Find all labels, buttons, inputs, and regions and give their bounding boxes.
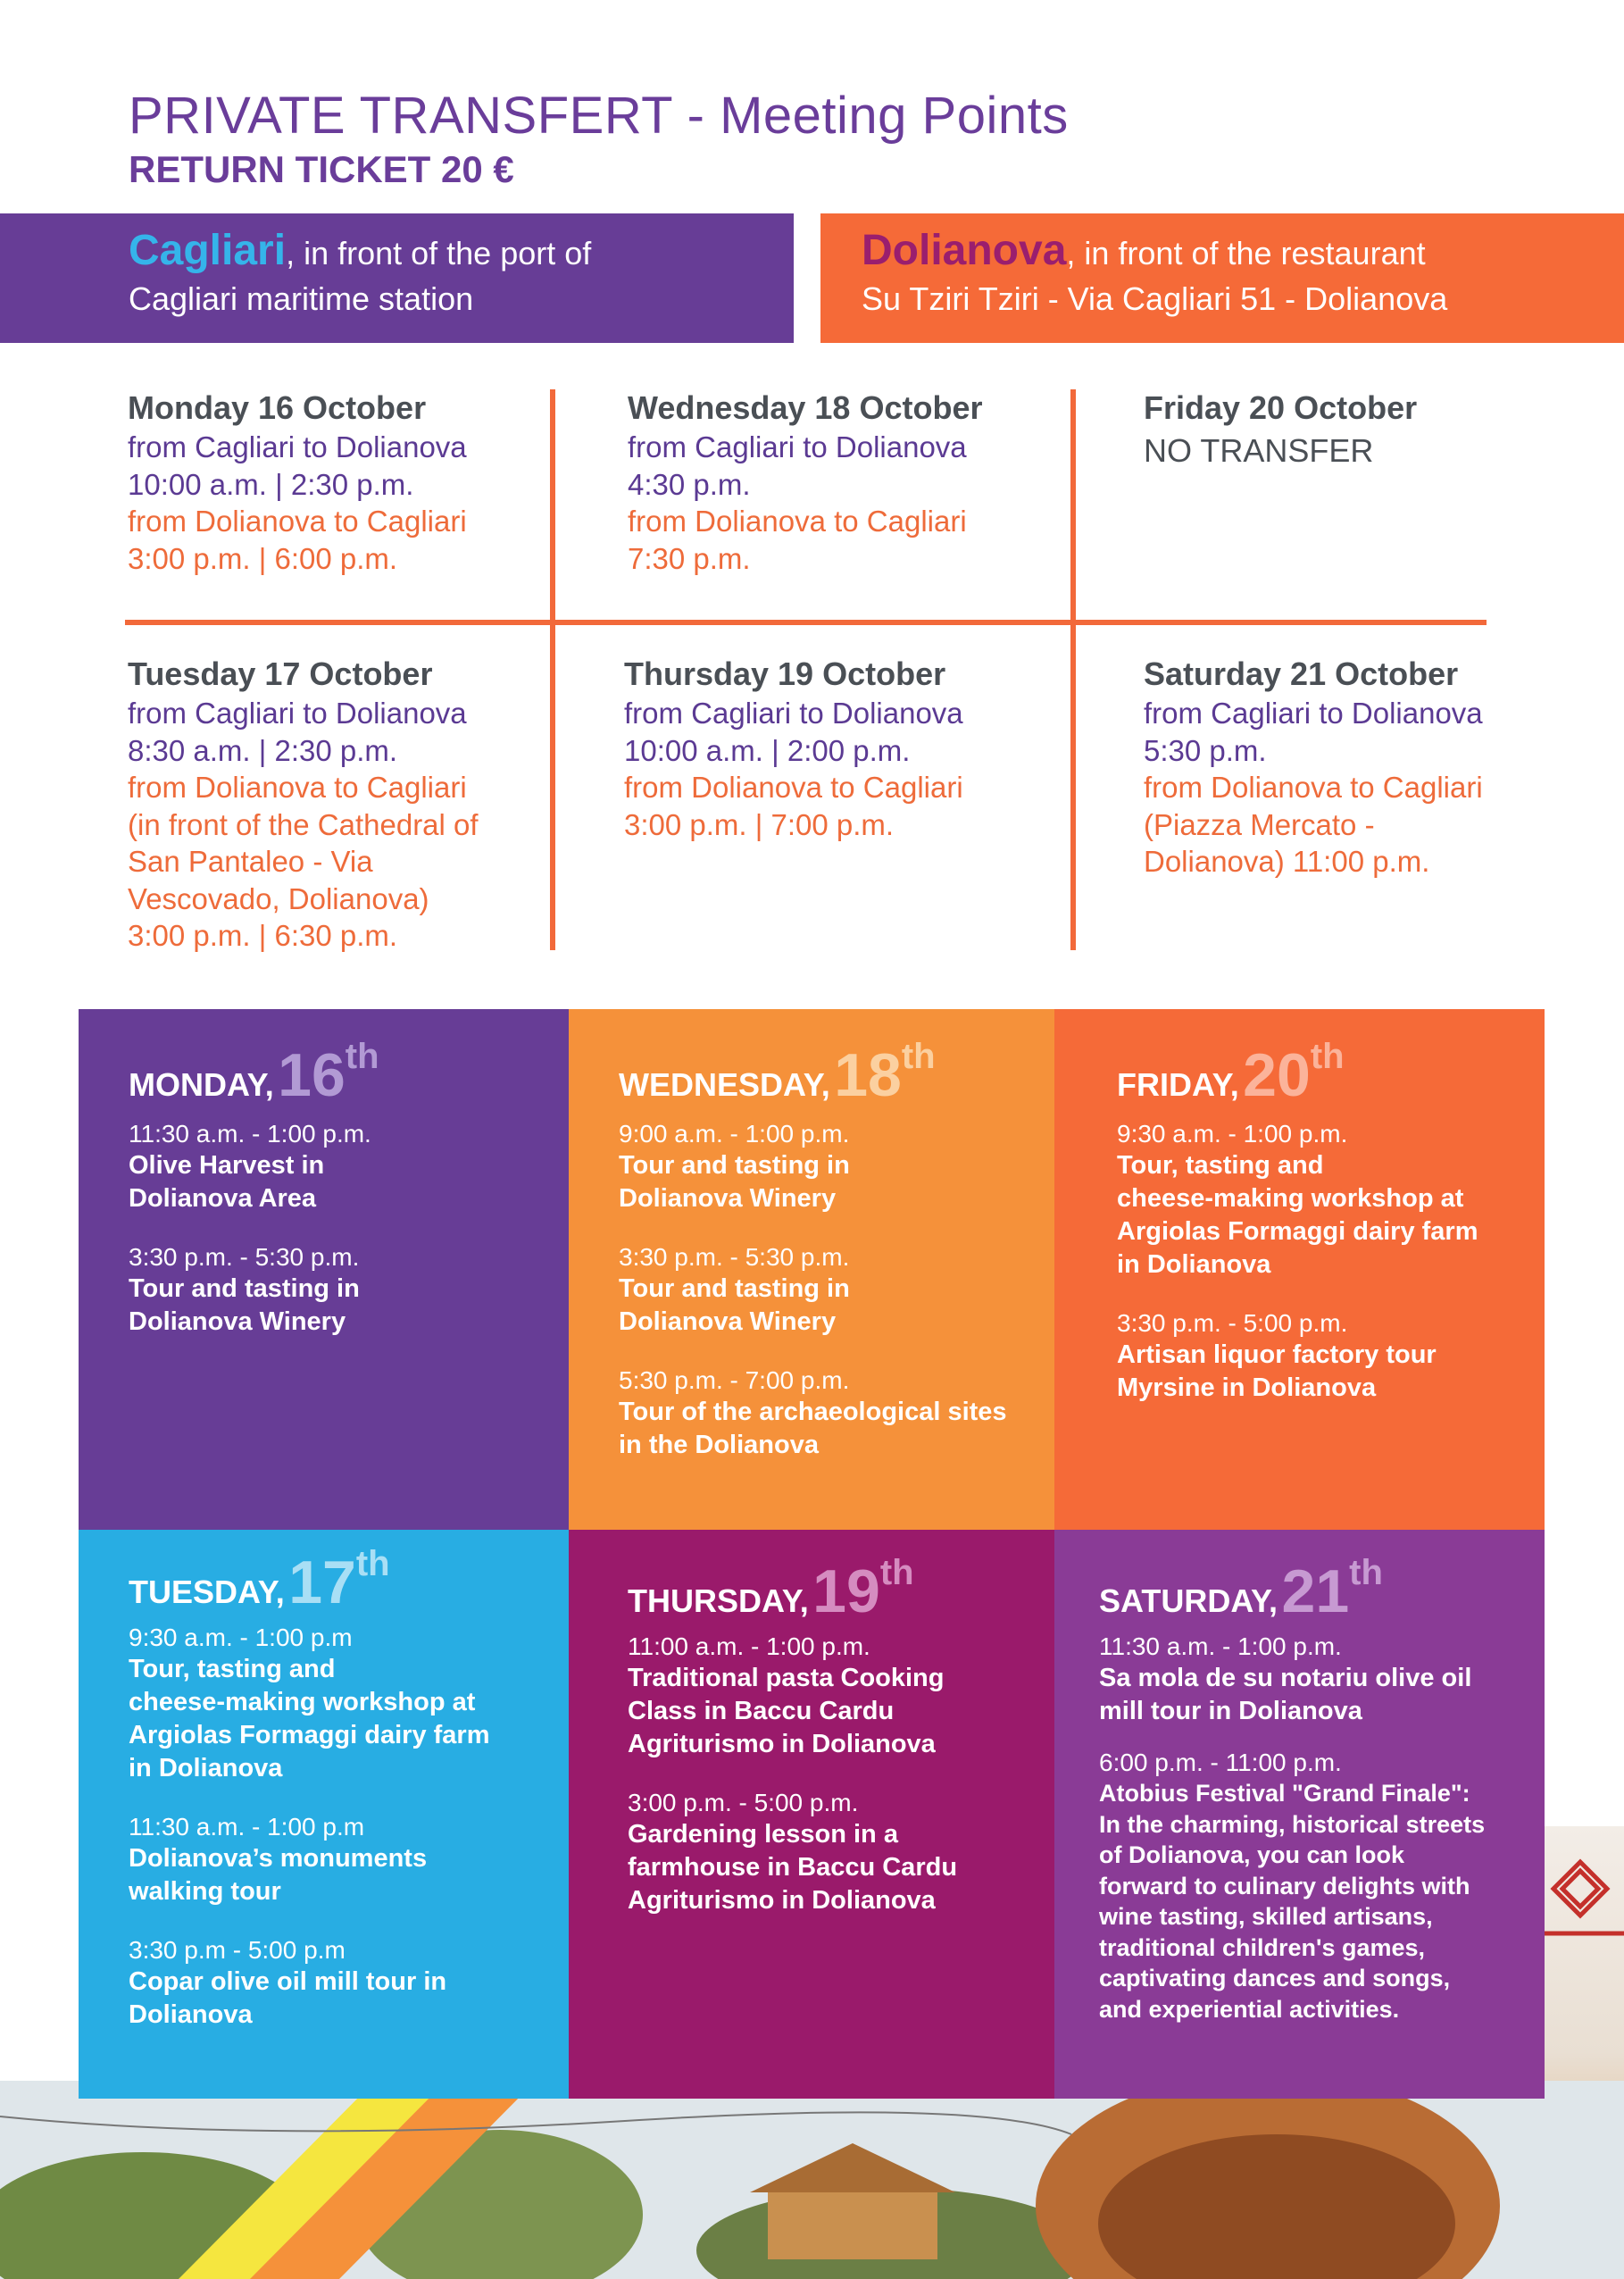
activity-title: Dolianova Winery	[129, 1307, 346, 1336]
activity-title: Sa mola de su notariu olive oil	[1099, 1664, 1472, 1692]
activity-title: Myrsine in Dolianova	[1117, 1373, 1377, 1402]
activity-title: Dolianova Winery	[619, 1184, 837, 1213]
route-times: 7:30 p.m.	[628, 541, 751, 575]
activity-title: Dolianova	[129, 2000, 253, 2029]
program-day-heading	[129, 1037, 569, 1110]
festival-photo	[0, 2081, 1624, 2279]
route-times: 4:30 p.m.	[628, 467, 751, 501]
transfer-wednesday	[628, 388, 1092, 577]
route-times: 3:00 p.m. | 6:30 p.m.	[128, 919, 398, 952]
activity-title: Dolianova’s monuments	[129, 1844, 428, 1873]
program-daynum: 21	[1281, 1557, 1350, 1625]
activity-time: 5:30 p.m. - 7:00 p.m.	[619, 1366, 850, 1394]
no-transfer-note: NO TRANSFER	[1144, 432, 1374, 469]
activity-title: Artisan liquor factory tour	[1117, 1340, 1437, 1369]
program-day-heading	[628, 1553, 1054, 1626]
transfer-day: Friday 20 October	[1144, 389, 1418, 426]
program-daysup: th	[355, 1544, 390, 1583]
activity-description: and experiential activities.	[1099, 1995, 1400, 2023]
meeting-point-cagliari	[0, 213, 794, 343]
program-friday	[1054, 1009, 1545, 1530]
activity-time: 11:30 a.m. - 1:00 p.m	[129, 1813, 365, 1841]
transfer-day: Wednesday 18 October	[628, 389, 983, 426]
activity-description: wine tasting, skilled artisans,	[1099, 1903, 1433, 1930]
activity-time: 3:30 p.m - 5:00 p.m	[129, 1936, 346, 1964]
route-times: 5:30 p.m.	[1144, 733, 1267, 767]
program-dayname: WEDNESDAY,	[619, 1066, 830, 1103]
program-wednesday	[569, 1009, 1054, 1530]
activity-title: Tour, tasting and	[129, 1655, 336, 1683]
route-to-dolianova: from Cagliari to Dolianova	[624, 697, 963, 730]
program-day-heading	[619, 1037, 1054, 1110]
transfer-day: Saturday 21 October	[1144, 655, 1459, 692]
route-to-dolianova: from Cagliari to Dolianova	[128, 430, 467, 463]
route-note: Dolianova) 11:00 p.m.	[1144, 845, 1430, 878]
program-daynum: 16	[278, 1041, 346, 1109]
activity-title: Argiolas Formaggi dairy farm	[129, 1721, 490, 1749]
program-thursday	[569, 1530, 1054, 2099]
meeting-point-location: , in front of the restaurant	[1066, 235, 1426, 271]
activity-time: 11:30 a.m. - 1:00 p.m.	[1099, 1632, 1342, 1660]
activity-title: farmhouse in Baccu Cardu	[628, 1853, 958, 1882]
page-subtitle: RETURN TICKET 20 €	[129, 148, 514, 190]
meeting-point-city: Dolianova	[862, 227, 1067, 274]
activity-time: 3:00 p.m. - 5:00 p.m.	[628, 1789, 859, 1816]
program-dayname: FRIDAY,	[1117, 1066, 1239, 1103]
activity-time: 9:00 a.m. - 1:00 p.m.	[619, 1120, 850, 1148]
activity-time: 3:30 p.m. - 5:30 p.m.	[619, 1243, 850, 1271]
activity-title: Tour and tasting in	[619, 1274, 850, 1303]
activity-time: 6:00 p.m. - 11:00 p.m.	[1099, 1749, 1342, 1776]
transfer-saturday	[1144, 654, 1608, 881]
transfer-day: Thursday 19 October	[624, 655, 946, 692]
activity-title: Atobius Festival "Grand Finale":	[1099, 1780, 1470, 1807]
program-day-heading	[129, 1544, 569, 1617]
meeting-point-location: , in front of the port of	[286, 235, 592, 271]
activity-title: cheese-making workshop at	[1117, 1184, 1464, 1213]
activity-time: 11:00 a.m. - 1:00 p.m.	[628, 1632, 870, 1660]
route-to-cagliari: from Dolianova to Cagliari	[1144, 771, 1483, 804]
route-times: 3:00 p.m. | 6:00 p.m.	[128, 541, 398, 575]
route-times: 10:00 a.m. | 2:00 p.m.	[624, 733, 911, 767]
program-monday	[79, 1009, 569, 1530]
transfer-day: Tuesday 17 October	[128, 655, 433, 692]
route-to-cagliari: from Dolianova to Cagliari	[128, 771, 467, 804]
page-title: PRIVATE TRANSFERT - Meeting Points	[129, 87, 1069, 145]
meeting-point-address: Cagliari maritime station	[129, 280, 474, 317]
activity-time: 9:30 a.m. - 1:00 p.m.	[1117, 1120, 1348, 1148]
route-times: 10:00 a.m. | 2:30 p.m.	[128, 467, 414, 501]
program-daynum: 20	[1243, 1041, 1311, 1109]
activity-title: in Dolianova	[1117, 1250, 1271, 1279]
program-dayname: TUESDAY,	[129, 1574, 285, 1610]
activity-title: Agriturismo in Dolianova	[628, 1730, 936, 1758]
activity-title: Tour and tasting in	[129, 1274, 360, 1303]
meeting-point-address: Su Tziri Tziri - Via Cagliari 51 - Dolianova	[862, 280, 1448, 317]
route-times: 3:00 p.m. | 7:00 p.m.	[624, 807, 895, 841]
transfer-tuesday	[128, 654, 592, 955]
program-dayname: SATURDAY,	[1099, 1582, 1278, 1619]
program-day-heading	[1117, 1037, 1545, 1110]
activity-title: Tour of the archaeological sites	[619, 1398, 1007, 1426]
activity-title: Argiolas Formaggi dairy farm	[1117, 1217, 1478, 1246]
route-to-dolianova: from Cagliari to Dolianova	[128, 697, 467, 730]
route-note: Vescovado, Dolianova)	[128, 881, 429, 915]
route-to-cagliari: from Dolianova to Cagliari	[628, 505, 967, 538]
activity-title: Olive Harvest in	[129, 1151, 325, 1180]
meeting-point-city: Cagliari	[129, 227, 287, 274]
transfer-friday	[1144, 388, 1608, 473]
program-daynum: 19	[812, 1557, 880, 1625]
program-daysup: th	[901, 1037, 936, 1076]
activity-title: Dolianova Area	[129, 1184, 317, 1213]
activity-title: Traditional pasta Cooking	[628, 1664, 945, 1692]
activity-description: of Dolianova, you can look	[1099, 1841, 1405, 1868]
activity-title: walking tour	[129, 1877, 281, 1906]
event-photo-strip	[0, 2081, 1624, 2279]
activity-title: Tour and tasting in	[619, 1151, 850, 1180]
transfer-day: Monday 16 October	[128, 389, 427, 426]
activity-title: Gardening lesson in a	[628, 1820, 898, 1849]
route-note: (in front of the Cathedral of	[128, 807, 479, 841]
activity-time: 9:30 a.m. - 1:00 p.m	[129, 1624, 353, 1651]
program-daynum: 17	[288, 1549, 356, 1616]
activity-time: 3:30 p.m. - 5:00 p.m.	[1117, 1309, 1348, 1337]
route-to-cagliari: from Dolianova to Cagliari	[128, 505, 467, 538]
route-note: San Pantaleo - Via	[128, 845, 373, 878]
program-daysup: th	[879, 1553, 914, 1592]
program-dayname: MONDAY,	[129, 1066, 274, 1103]
activity-description: captivating dances and songs,	[1099, 1965, 1451, 1991]
route-note: (Piazza Mercato -	[1144, 807, 1375, 841]
program-daynum: 18	[834, 1041, 902, 1109]
program-daysup: th	[1349, 1553, 1383, 1592]
route-times: 8:30 a.m. | 2:30 p.m.	[128, 733, 398, 767]
activity-time: 3:30 p.m. - 5:30 p.m.	[129, 1243, 360, 1271]
program-dayname: THURSDAY,	[628, 1582, 809, 1619]
activity-title: Copar olive oil mill tour in	[129, 1967, 447, 1996]
grid-divider-horizontal	[125, 620, 1487, 625]
meeting-point-dolianova	[820, 213, 1624, 343]
program-day-heading	[1099, 1553, 1545, 1626]
activity-title: in Dolianova	[129, 1754, 283, 1782]
transfer-thursday	[624, 654, 1088, 843]
program-tuesday	[79, 1530, 569, 2099]
activity-description: traditional children's games,	[1099, 1933, 1426, 1961]
activity-title: Class in Baccu Cardu	[628, 1697, 895, 1725]
program-daysup: th	[1310, 1037, 1345, 1076]
activity-time: 11:30 a.m. - 1:00 p.m.	[129, 1120, 371, 1148]
program-saturday	[1054, 1530, 1545, 2099]
activity-title: Dolianova Winery	[619, 1307, 837, 1336]
route-to-cagliari: from Dolianova to Cagliari	[624, 771, 963, 804]
activity-title: cheese-making workshop at	[129, 1688, 476, 1716]
activity-title: Tour, tasting and	[1117, 1151, 1324, 1180]
program-daysup: th	[345, 1037, 379, 1076]
activity-title: Agriturismo in Dolianova	[628, 1886, 936, 1915]
transfer-monday	[128, 388, 592, 577]
activity-title: mill tour in Dolianova	[1099, 1697, 1362, 1725]
activity-description: In the charming, historical streets	[1099, 1810, 1486, 1838]
activity-description: forward to culinary delights with	[1099, 1872, 1470, 1899]
route-to-dolianova: from Cagliari to Dolianova	[1144, 697, 1483, 730]
activity-title: in the Dolianova	[619, 1431, 819, 1459]
route-to-dolianova: from Cagliari to Dolianova	[628, 430, 967, 463]
